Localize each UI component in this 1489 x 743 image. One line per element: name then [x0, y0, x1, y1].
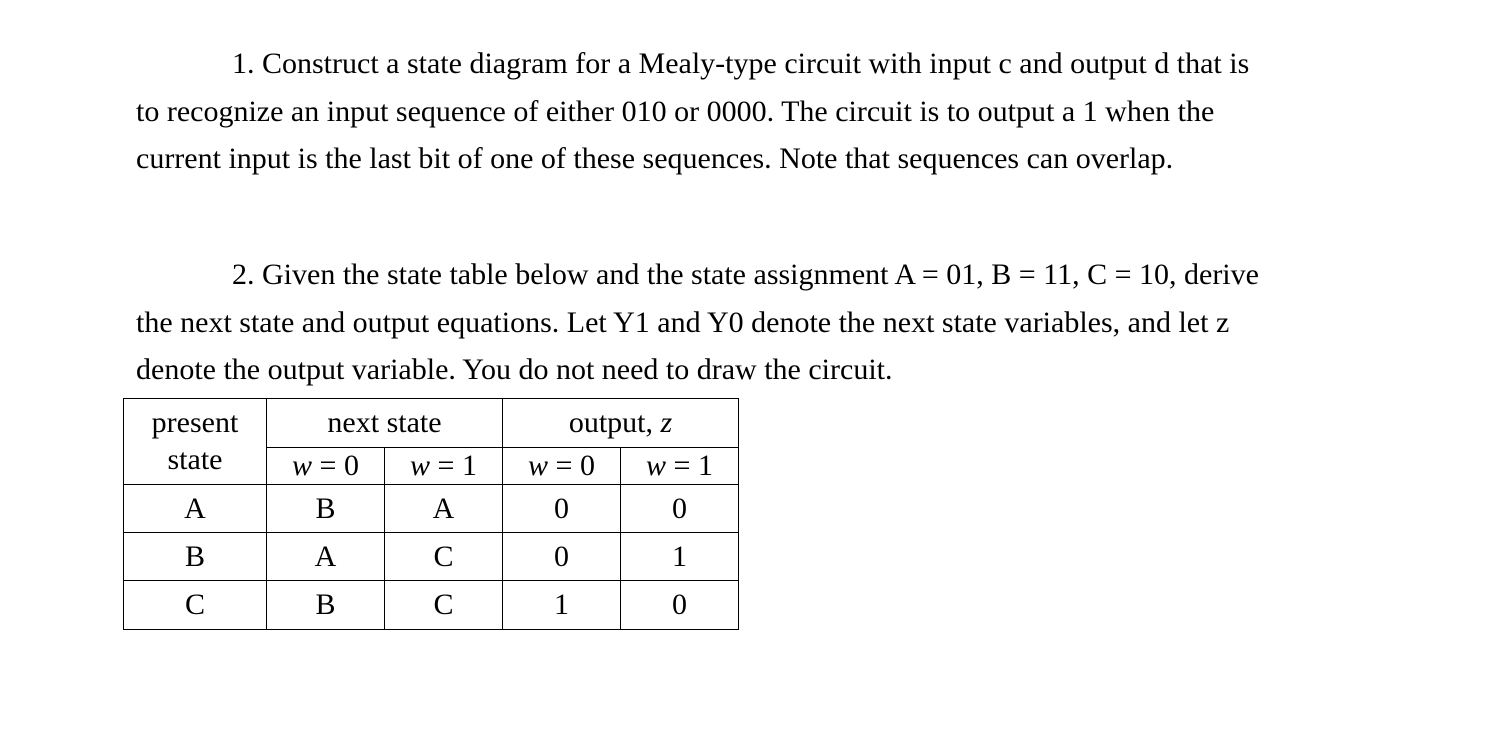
- present-state-cell: C: [124, 581, 267, 630]
- state-table: [123, 398, 739, 630]
- next-state-w0-cell: B: [267, 581, 385, 630]
- input-value: = 0: [548, 449, 595, 482]
- problem-2-line: 2. Given the state table below and the state assignment A = 01, B = 11, C = 10, derive: [232, 258, 1259, 291]
- next-state-w1-cell: C: [385, 581, 503, 630]
- input-variable: w: [528, 449, 549, 482]
- problem-1-line: to recognize an input sequence of either 010 or 0000. The circuit is to output a 1 when the: [136, 94, 1215, 128]
- output-w0-cell: 1: [503, 581, 621, 630]
- input-value: = 1: [666, 449, 713, 482]
- next-state-w0-cell: B: [267, 485, 385, 533]
- output-w0-cell: 0: [503, 485, 621, 533]
- present-state-cell: A: [124, 485, 267, 533]
- table-row: [124, 581, 739, 630]
- next-state-w1-cell: A: [385, 485, 503, 533]
- out-w1-header: [621, 448, 739, 485]
- output-header-label: output,: [568, 406, 661, 439]
- table-row: [124, 533, 739, 581]
- next-state-w1-cell: C: [385, 533, 503, 581]
- output-w1-cell: 1: [621, 533, 739, 581]
- problem-1-line: current input is the last bit of one of these sequences. Note that sequences can overlap.: [136, 142, 1174, 175]
- problem-2-text: [136, 251, 1336, 394]
- input-variable: w: [410, 449, 431, 482]
- present-state-header: [124, 399, 267, 485]
- next-w1-header: [385, 448, 503, 485]
- input-variable: w: [646, 449, 667, 482]
- output-w0-cell: 0: [503, 533, 621, 581]
- problem-1-text: [136, 40, 1336, 183]
- output-w1-cell: 0: [621, 485, 739, 533]
- next-state-header: next state: [267, 399, 503, 448]
- out-w0-header: [503, 448, 621, 485]
- input-value: = 0: [312, 449, 359, 482]
- problem-1-line: 1. Construct a state diagram for a Mealy-type circuit with input c and output d that is: [232, 47, 1250, 80]
- problem-2-line: the next state and output equations. Let Y1 and Y0 denote the next state variables, and let z: [136, 305, 1230, 339]
- output-w1-cell: 0: [621, 581, 739, 630]
- present-state-header-line: present: [151, 406, 239, 439]
- next-state-w0-cell: A: [267, 533, 385, 581]
- output-header: [503, 399, 739, 448]
- table-header-row: [124, 399, 739, 448]
- present-state-cell: B: [124, 533, 267, 581]
- problem-2-line: denote the output variable. You do not need to draw the circuit.: [136, 353, 893, 386]
- present-state-header-line: state: [167, 443, 223, 476]
- table-row: [124, 485, 739, 533]
- next-w0-header: [267, 448, 385, 485]
- output-variable: z: [660, 406, 673, 439]
- input-variable: w: [292, 449, 313, 482]
- input-value: = 1: [430, 449, 477, 482]
